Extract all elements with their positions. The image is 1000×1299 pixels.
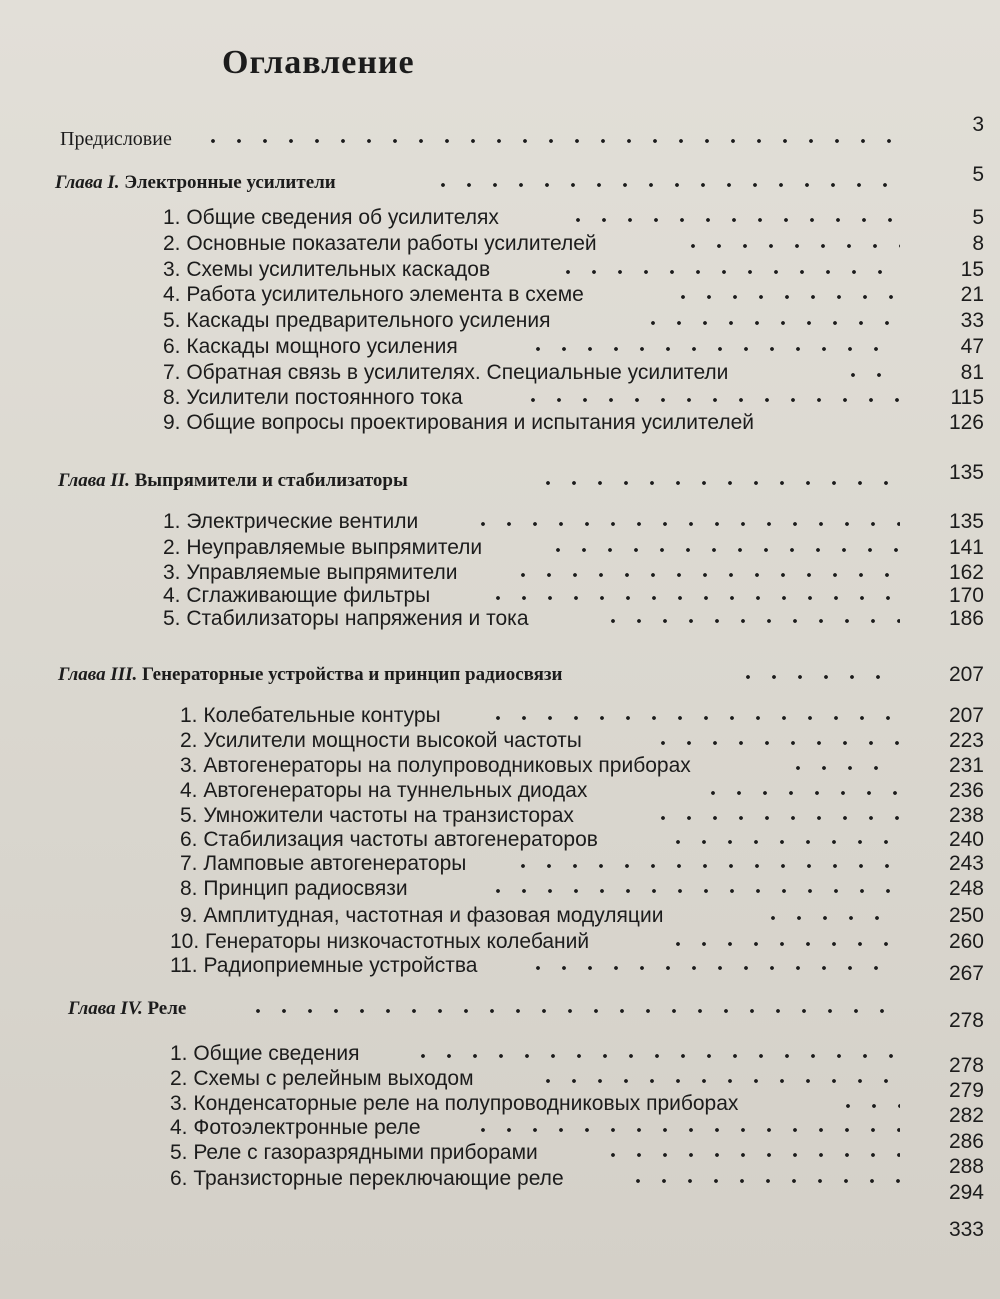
chapter-title: Электронные усилители xyxy=(124,172,336,193)
dot-leader xyxy=(840,373,900,377)
dot-leader xyxy=(670,295,900,299)
toc-entry xyxy=(0,1066,1000,1102)
dot-leader xyxy=(760,916,900,920)
dot-leader xyxy=(680,244,900,248)
entry-label: 6. Транзисторные переключающие реле xyxy=(170,1167,564,1190)
toc-entry xyxy=(0,308,1000,334)
page-number: 5 xyxy=(972,206,984,229)
page-number: 243 xyxy=(948,852,984,875)
toc-entry xyxy=(0,903,1000,929)
entry-label: 4. Фотоэлектронные реле xyxy=(170,1116,421,1139)
dot-leader xyxy=(665,840,900,844)
dot-leader xyxy=(510,864,900,868)
toc-entry xyxy=(0,851,1000,877)
dot-leader xyxy=(665,942,900,946)
dot-leader xyxy=(700,791,900,795)
entry-label: 7. Обратная связь в усилителях. Специальные усилители xyxy=(163,361,729,384)
chapter-title: Выпрямители и стабилизаторы xyxy=(134,470,408,491)
toc-entry xyxy=(0,1140,1000,1178)
page-number: 223 xyxy=(948,729,984,752)
chapter-prefix: Глава xyxy=(55,172,103,193)
entry-label: 3. Конденсаторные реле на полупроводниковых приборах xyxy=(170,1092,739,1115)
page-number: 33 xyxy=(960,309,984,332)
toc-entry xyxy=(0,1166,1000,1204)
entry-label: 4. Работа усилительного элемента в схеме xyxy=(163,283,584,306)
page-number: 5 xyxy=(972,163,984,186)
toc-chapter-4 xyxy=(0,996,1000,1032)
entry-label: 3. Управляемые выпрямители xyxy=(163,561,458,584)
toc-entry xyxy=(0,282,1000,308)
page-number: 21 xyxy=(960,283,984,306)
page-number: 278 xyxy=(948,1054,984,1077)
dot-leader xyxy=(245,1009,900,1013)
toc-entry xyxy=(0,535,1000,561)
chapter-numeral: IV. xyxy=(120,998,143,1019)
entry-label: 5. Умножители частоты на транзисторах xyxy=(180,804,574,827)
dot-leader xyxy=(410,1054,900,1058)
dot-leader xyxy=(525,966,900,970)
dot-leader xyxy=(625,1179,900,1183)
entry-label: 1. Общие сведения xyxy=(170,1042,360,1065)
toc-entry xyxy=(0,876,1000,902)
page-number: 207 xyxy=(948,704,984,727)
chapter-numeral: III. xyxy=(110,664,138,685)
entry-label: 10. Генераторы низкочастотных колебаний xyxy=(170,930,590,953)
chapter-prefix: Глава xyxy=(58,470,106,491)
page-number: 260 xyxy=(948,930,984,953)
entry-label: 11. Радиоприемные устройства xyxy=(170,954,478,977)
page-number: 279 xyxy=(948,1079,984,1102)
page-number: 115 xyxy=(950,386,984,409)
dot-leader xyxy=(785,766,900,770)
toc-chapter-2 xyxy=(0,461,1000,494)
entry-label: 5. Стабилизаторы напряжения и тока xyxy=(163,607,529,630)
dot-leader xyxy=(200,139,900,143)
dot-leader xyxy=(535,481,900,485)
page-number: 278 xyxy=(948,1009,984,1032)
page-number: 141 xyxy=(948,536,984,559)
page-number: 47 xyxy=(960,335,984,358)
entry-label: 8. Усилители постоянного тока xyxy=(163,386,463,409)
page-number: 8 xyxy=(972,232,984,255)
dot-leader xyxy=(650,816,900,820)
toc-entry xyxy=(0,1041,1000,1077)
entry-label: 2. Схемы с релейным выходом xyxy=(170,1067,474,1090)
page-number: 126 xyxy=(948,411,984,434)
dot-leader xyxy=(650,741,900,745)
dot-leader xyxy=(600,1153,900,1157)
entry-label: 6. Каскады мощного усиления xyxy=(163,335,458,358)
toc-entry xyxy=(0,385,1000,411)
toc-entry xyxy=(0,1091,1000,1127)
chapter-prefix: Глава xyxy=(58,664,106,685)
toc-entry xyxy=(0,803,1000,829)
page-number: 267 xyxy=(948,962,984,985)
dot-leader xyxy=(525,347,900,351)
page-number: 248 xyxy=(948,877,984,900)
entry-label: 2. Неуправляемые выпрямители xyxy=(163,536,483,559)
page-number: 170 xyxy=(948,584,984,607)
toc-chapter-3 xyxy=(0,662,1000,688)
chapter-numeral: I. xyxy=(107,172,120,193)
page-number: 282 xyxy=(948,1104,984,1127)
dot-leader xyxy=(470,1128,900,1132)
page-number: 286 xyxy=(948,1130,984,1153)
toc-entry xyxy=(0,606,1000,632)
toc-entry xyxy=(0,205,1000,231)
page-number: 294 xyxy=(948,1181,984,1204)
entry-label: 8. Принцип радиосвязи xyxy=(180,877,408,900)
preface-label: Предисловие xyxy=(60,128,172,150)
dot-leader xyxy=(430,183,900,187)
page-number: 240 xyxy=(948,828,984,851)
entry-label: 1. Электрические вентили xyxy=(163,510,419,533)
entry-label: 1. Общие сведения об усилителях xyxy=(163,206,499,229)
toc-entry xyxy=(0,360,1000,386)
page-number: 135 xyxy=(948,510,984,533)
page-number: 236 xyxy=(948,779,984,802)
entry-label: 5. Реле с газоразрядными приборами xyxy=(170,1141,538,1164)
toc-entry xyxy=(0,410,1000,436)
entry-label: 3. Схемы усилительных каскадов xyxy=(163,258,491,281)
entry-label: 9. Амплитудная, частотная и фазовая модуляции xyxy=(180,904,664,927)
page-number: 81 xyxy=(960,361,984,384)
chapter-numeral: II. xyxy=(110,470,130,491)
dot-leader xyxy=(735,675,900,679)
dot-leader xyxy=(520,398,900,402)
toc-chapter-1 xyxy=(0,163,1000,196)
dot-leader xyxy=(545,548,900,552)
entry-label: 2. Основные показатели работы усилителей xyxy=(163,232,597,255)
entry-label: 5. Каскады предварительного усиления xyxy=(163,309,551,332)
dot-leader xyxy=(565,218,900,222)
entry-label: 4. Автогенераторы на туннельных диодах xyxy=(180,779,588,802)
entry-label: 1. Колебательные контуры xyxy=(180,704,441,727)
dot-leader xyxy=(600,619,900,623)
toc-entry xyxy=(0,703,1000,729)
chapter-prefix: Глава xyxy=(68,998,116,1019)
toc-entry xyxy=(0,231,1000,257)
dot-leader xyxy=(835,1104,900,1108)
entry-label: 3. Автогенераторы на полупроводниковых приборах xyxy=(180,754,691,777)
page-number: 3 xyxy=(972,113,984,136)
toc-entry-final xyxy=(0,1217,1000,1243)
page-number: 288 xyxy=(948,1155,984,1178)
dot-leader xyxy=(640,321,900,325)
page-number: 186 xyxy=(948,607,984,630)
dot-leader xyxy=(510,573,900,577)
page-number: 135 xyxy=(948,461,984,484)
page-number: 207 xyxy=(948,663,984,686)
entry-label: 4. Сглаживающие фильтры xyxy=(163,584,431,607)
dot-leader xyxy=(485,889,900,893)
chapter-title: Реле xyxy=(147,998,187,1019)
toc-entry-preface xyxy=(0,113,1000,152)
dot-leader xyxy=(535,1079,900,1083)
page-title: Оглавление xyxy=(222,44,415,81)
page-number: 231 xyxy=(948,754,984,777)
page-number: 250 xyxy=(948,904,984,927)
entry-label: 7. Ламповые автогенераторы xyxy=(180,852,467,875)
toc-entry xyxy=(0,929,1000,955)
toc-entry xyxy=(0,953,1000,985)
toc-entry xyxy=(0,827,1000,853)
page-number: 238 xyxy=(948,804,984,827)
dot-leader xyxy=(555,270,900,274)
entry-label: 6. Стабилизация частоты автогенераторов xyxy=(180,828,598,851)
dot-leader xyxy=(485,716,900,720)
toc-entry xyxy=(0,778,1000,804)
entry-label: 9. Общие вопросы проектирования и испытания усилителей xyxy=(163,411,755,434)
entry-label: 2. Усилители мощности высокой частоты xyxy=(180,729,582,752)
toc-entry xyxy=(0,509,1000,535)
dot-leader xyxy=(485,596,900,600)
toc-entry xyxy=(0,728,1000,754)
page-number: 15 xyxy=(960,258,984,281)
toc-entry xyxy=(0,334,1000,360)
page-number: 333 xyxy=(948,1218,984,1241)
chapter-title: Генераторные устройства и принцип радиосвязи xyxy=(142,664,563,685)
toc-entry xyxy=(0,753,1000,779)
page-number: 162 xyxy=(948,561,984,584)
dot-leader xyxy=(470,522,900,526)
toc-entry xyxy=(0,257,1000,283)
